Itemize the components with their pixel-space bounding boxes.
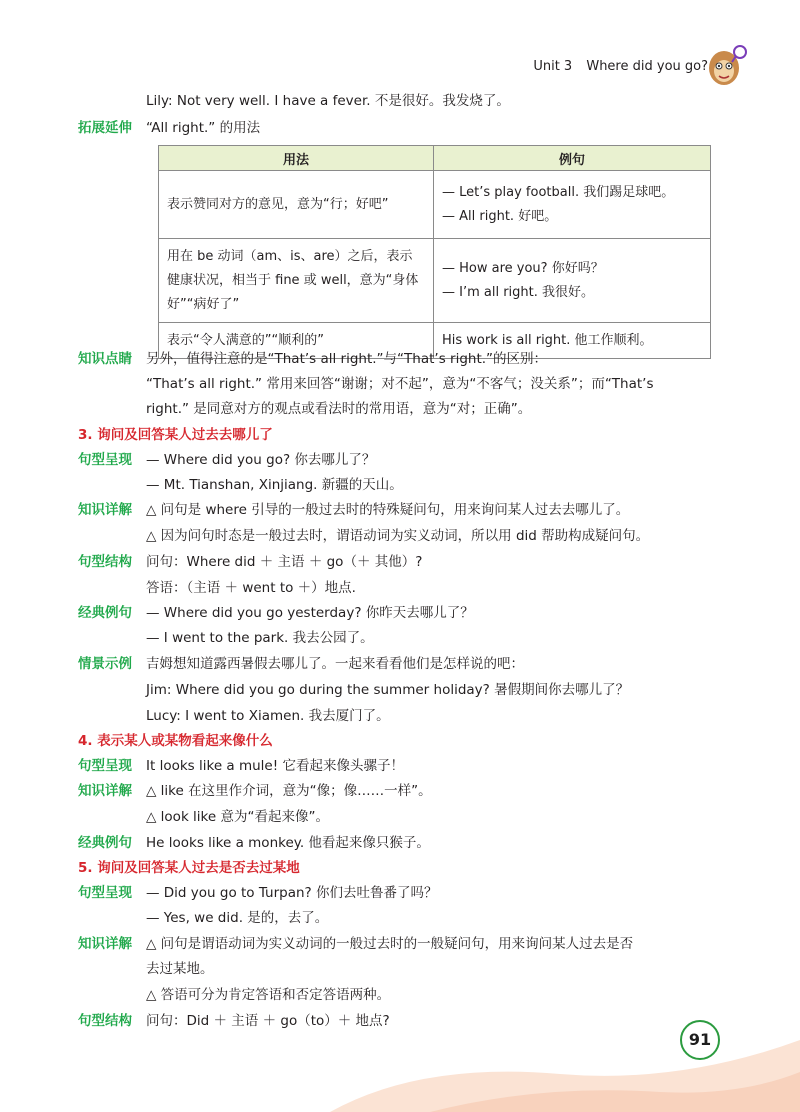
- tag-scenario: 情景示例: [78, 656, 132, 672]
- structure-line: 问句：Where did ＋ 主语 ＋ go（＋ 其他）?: [146, 554, 423, 570]
- example-sentence: He looks like a monkey. 他看起来像只猴子。: [146, 835, 430, 851]
- table-header-row: [159, 146, 711, 171]
- explain-line: △ 因为问句时态是一般过去时，谓语动词为实义动词，所以用 did 帮助构成疑问句。: [146, 528, 650, 544]
- usage-cell: 表示赞同对方的意见，意为“行；好吧”: [159, 171, 434, 239]
- pattern-line: — Where did you go? 你去哪儿了？: [146, 452, 376, 468]
- example-line: — I’m all right. 我很好。: [442, 284, 595, 300]
- tag-pattern: 句型呈现: [78, 758, 132, 774]
- tip-line: 另外，值得注意的是“That’s all right.”与“That’s right.”的区别：: [146, 351, 548, 367]
- structure-line: 答语：（主语 ＋ went to ＋）地点.: [146, 580, 356, 596]
- section-5-title: 5. 询问及回答某人过去是否去过某地: [78, 860, 300, 876]
- page-number: 91: [680, 1020, 720, 1060]
- table-row: [159, 239, 711, 323]
- example-sentence: — Where did you go yesterday? 你昨天去哪儿了？: [146, 605, 474, 621]
- tag-structure: 句型结构: [78, 554, 132, 570]
- mascot-icon: [702, 40, 748, 90]
- example-line: — Let’s play football. 我们踢足球吧。: [442, 184, 675, 200]
- extension-text: “All right.” 的用法: [146, 120, 261, 136]
- usage-cell: 用在 be 动词（am、is、are）之后，表示健康状况，相当于 fine 或 well，意为“身体好”“病好了”: [159, 239, 434, 323]
- tip-line: right.” 是同意对方的观点或看法时的常用语，意为“对；正确”。: [146, 401, 532, 417]
- explain-line: △ 问句是 where 引导的一般过去时的特殊疑问句，用来询问某人过去去哪儿了。: [146, 502, 630, 518]
- scenario-line: Lucy: I went to Xiamen. 我去厦门了。: [146, 708, 390, 724]
- example-line: — How are you? 你好吗？: [442, 260, 604, 276]
- tag-example: 经典例句: [78, 605, 132, 621]
- example-cell: His work is all right. 他工作顺利。: [434, 323, 711, 359]
- usage-table: [158, 145, 711, 359]
- running-header: [533, 59, 708, 74]
- example-sentence: — I went to the park. 我去公园了。: [146, 630, 374, 646]
- explain-line: △ 答语可分为肯定答语和否定答语两种。: [146, 987, 391, 1003]
- tag-tip: 知识点睛: [78, 351, 132, 367]
- tag-pattern: 句型呈现: [78, 885, 132, 901]
- explain-line: 去过某地。: [146, 961, 214, 977]
- table-row: [159, 171, 711, 239]
- pattern-line: It looks like a mule! 它看起来像头骡子！: [146, 758, 404, 774]
- unit-title: Where did you go?: [586, 59, 708, 74]
- structure-line: 问句：Did ＋ 主语 ＋ go（to）＋ 地点?: [146, 1013, 390, 1029]
- header-usage: 用法: [159, 146, 434, 171]
- pattern-line: — Mt. Tianshan, Xinjiang. 新疆的天山。: [146, 477, 403, 493]
- tag-explain: 知识详解: [78, 783, 132, 799]
- example-cell: [434, 239, 711, 323]
- explain-line: △ look like 意为“看起来像”。: [146, 809, 329, 825]
- tag-explain: 知识详解: [78, 502, 132, 518]
- example-line: — All right. 好吧。: [442, 208, 558, 224]
- pattern-line: — Yes, we did. 是的，去了。: [146, 910, 329, 926]
- tag-pattern: 句型呈现: [78, 452, 132, 468]
- tip-line: “That’s all right.” 常用来回答“谢谢；对不起”，意为“不客气；没关系”；而“That’s: [146, 376, 654, 392]
- usage-cell: 表示“令人满意的”“顺利的”: [159, 323, 434, 359]
- scenario-line: 吉姆想知道露西暑假去哪儿了。一起来看看他们是怎样说的吧：: [146, 656, 524, 672]
- tag-structure: 句型结构: [78, 1013, 132, 1029]
- explain-line: △ like 在这里作介词，意为“像；像……一样”。: [146, 783, 432, 799]
- section-4-title: 4. 表示某人或某物看起来像什么: [78, 733, 273, 749]
- tag-explain: 知识详解: [78, 936, 132, 952]
- tag-extension: 拓展延伸: [78, 120, 132, 136]
- tag-example: 经典例句: [78, 835, 132, 851]
- header-example: 例句: [434, 146, 711, 171]
- unit-label: Unit 3: [533, 59, 573, 74]
- example-cell: [434, 171, 711, 239]
- section-3-title: 3. 询问及回答某人过去去哪儿了: [78, 427, 273, 443]
- pattern-line: — Did you go to Turpan? 你们去吐鲁番了吗？: [146, 885, 438, 901]
- dialogue-line: Lily: Not very well. I have a fever. 不是很好。我发烧了。: [146, 93, 510, 109]
- explain-line: △ 问句是谓语动词为实义动词的一般过去时的一般疑问句，用来询问某人过去是否: [146, 936, 634, 952]
- scenario-line: Jim: Where did you go during the summer holiday? 暑假期间你去哪儿了？: [146, 682, 630, 698]
